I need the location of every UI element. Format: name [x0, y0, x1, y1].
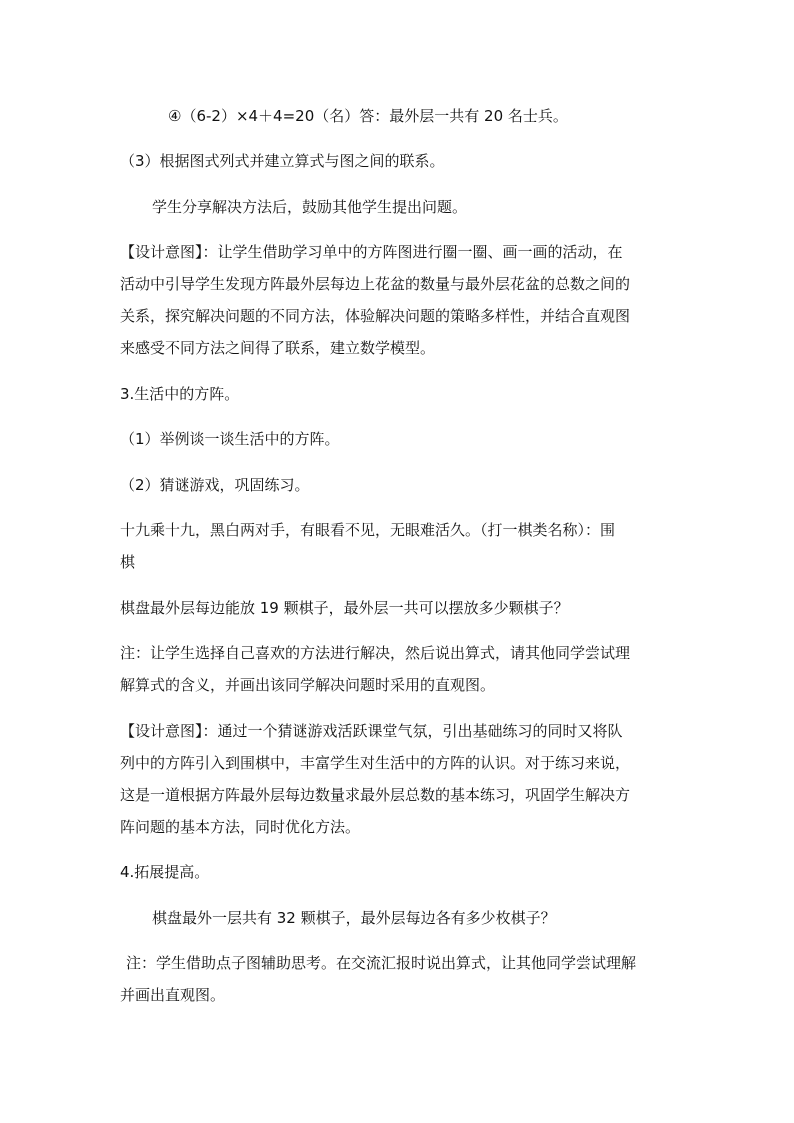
text-line: 棋盘最外一层共有 32 颗棋子，最外层每边各有多少枚棋子？: [152, 909, 556, 927]
text-line: 【设计意图】：通过一个猜谜游戏活跃课堂气氛，引出基础练习的同时又将队: [120, 722, 623, 740]
text-line: 列中的方阵引入到围棋中，丰富学生对生活中的方阵的认识。对于练习来说，: [120, 754, 631, 772]
text-line: 活动中引导学生发现方阵最外层每边上花盆的数量与最外层花盆的总数之间的: [120, 275, 631, 293]
text-line: （3）根据图式列式并建立算式与图之间的联系。: [120, 152, 445, 170]
text-line: 十九乘十九，黑白两对手，有眼看不见，无眼难活久。（打一棋类名称）：围: [120, 521, 616, 539]
text-line: （1）举例谈一谈生活中的方阵。: [120, 430, 340, 448]
text-line: 3.生活中的方阵。: [120, 385, 240, 403]
text-line: 阵问题的基本方法，同时优化方法。: [120, 818, 361, 836]
text-line: 学生分享解决方法后，鼓励其他学生提出问题。: [152, 198, 468, 216]
text-line: 并画出直观图。: [120, 986, 226, 1004]
text-line: 关系，探究解决问题的不同方法，体验解决问题的策略多样性，并结合直观图: [120, 307, 631, 325]
text-line: 【设计意图】：让学生借助学习单中的方阵图进行圈一圈、画一画的活动，在: [120, 243, 623, 261]
text-line: 棋: [120, 553, 136, 571]
text-line: 来感受不同方法之间得了联系，建立数学模型。: [120, 339, 436, 357]
text-line: 注：学生借助点子图辅助思考。在交流汇报时说出算式，让其他同学尝试理解: [126, 954, 637, 972]
text-line: 4.拓展提高。: [120, 863, 210, 881]
text-line: ④（6-2）×4＋4=20（名）答：最外层一共有 20 名士兵。: [168, 107, 568, 125]
text-line: 这是一道根据方阵最外层每边数量求最外层总数的基本练习，巩固学生解决方: [120, 786, 631, 804]
text-line: 棋盘最外层每边能放 19 颗棋子，最外层一共可以摆放多少颗棋子？: [120, 599, 569, 617]
text-line: （2）猜谜游戏，巩固练习。: [120, 476, 310, 494]
text-line: 解算式的含义，并画出该同学解决问题时采用的直观图。: [120, 676, 496, 694]
text-line: 注：让学生选择自己喜欢的方法进行解决，然后说出算式，请其他同学尝试理: [120, 644, 631, 662]
